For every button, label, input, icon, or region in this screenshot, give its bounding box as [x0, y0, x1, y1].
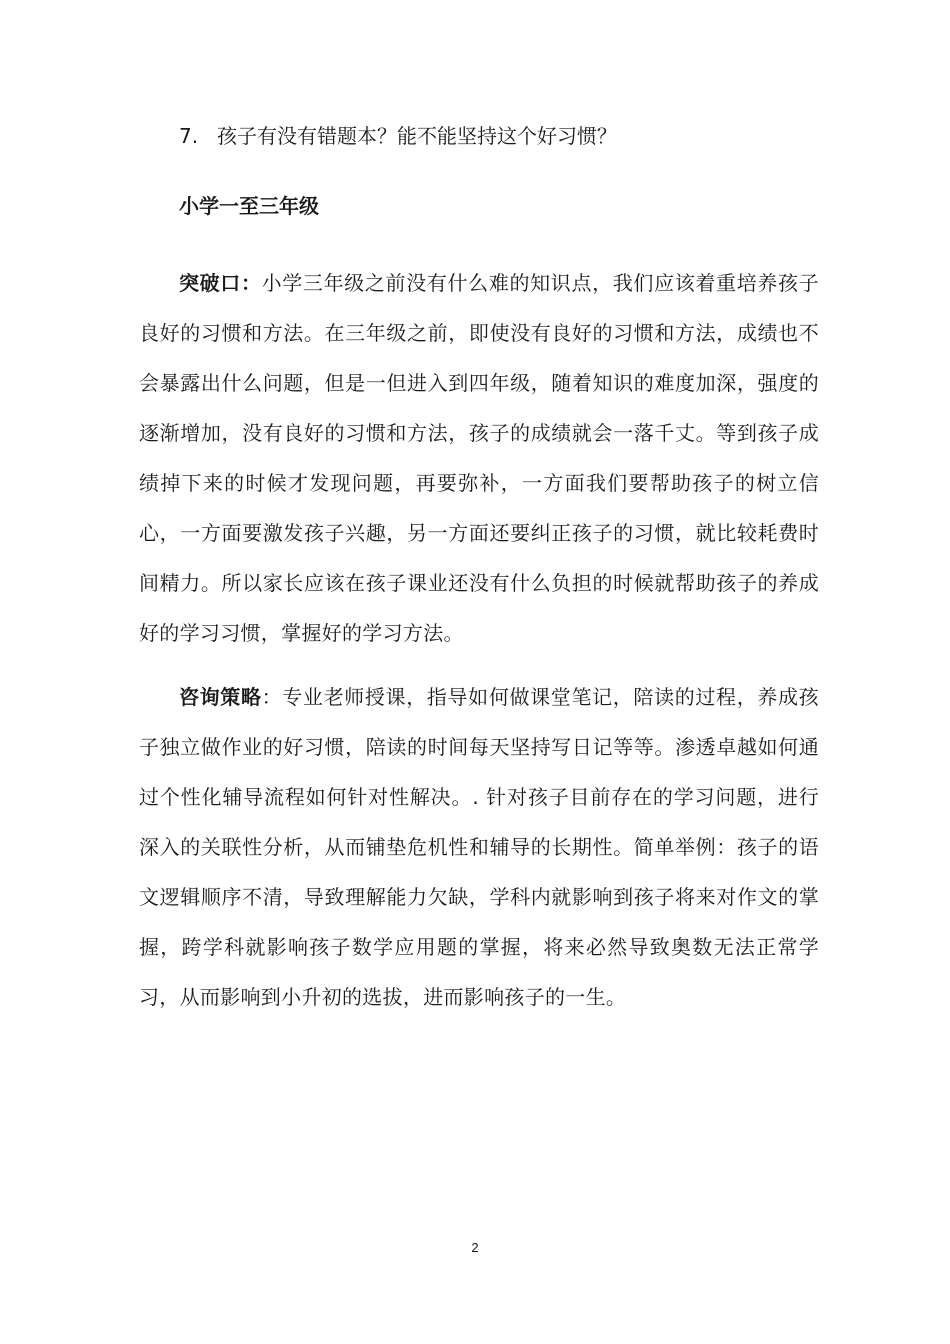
document-body — [139, 118, 819, 1036]
strategy-label: 咨询策略 — [179, 685, 262, 709]
strategy-paragraph — [139, 672, 819, 1022]
section-heading: 小学一至三年级 — [179, 194, 319, 218]
breakthrough-text: 小学三年级之前没有什么难的知识点，我们应该着重培养孩子良好的习惯和方法。在三年级之前，即使没有良好的习惯和方法，成绩也不会暴露出什么问题，但是一但进入到四年级，随着知识的难度加深，强度的逐渐增加，没有良好的习惯和方法，孩子的成绩就会一落千丈。等到孩子成绩掉下来的时候才发现问题，再要弥补，一方面我们要帮助孩子的树立信心，一方面要激发孩子兴趣，另一方面还要纠正孩子的习惯，就比较耗费时间精力。所以家长应该在孩子课业还没有什么负担的时候就帮助孩子的养成好的学习习惯，掌握好的学习方法。 — [139, 271, 819, 645]
question-text: 孩子有没有错题本？能不能坚持这个好习惯？ — [217, 124, 617, 148]
question-item — [179, 118, 819, 154]
page-number: 2 — [471, 1240, 479, 1255]
breakthrough-paragraph — [139, 258, 819, 658]
breakthrough-label: 突破口： — [179, 271, 262, 295]
question-number: 7. — [179, 124, 199, 148]
strategy-text: ：专业老师授课，指导如何做课堂笔记，陪读的过程，养成孩子独立做作业的好习惯，陪读的时间每天坚持写日记等等。渗透卓越如何通过个性化辅导流程如何针对性解决。. 针对孩子目前存在的学习问题，进行深入的关联性分析，从而铺垫危机性和辅导的长期性。简单举例：孩子的语文逻辑顺序不清，导致理解能力欠缺，学科内就影响到孩子将来对作文的掌握，跨学科就影响孩子数学应用题的掌握，将来必然导致奥数无法正常学习，从而影响到小升初的选拔，进而影响孩子的一生。 — [139, 685, 819, 1009]
